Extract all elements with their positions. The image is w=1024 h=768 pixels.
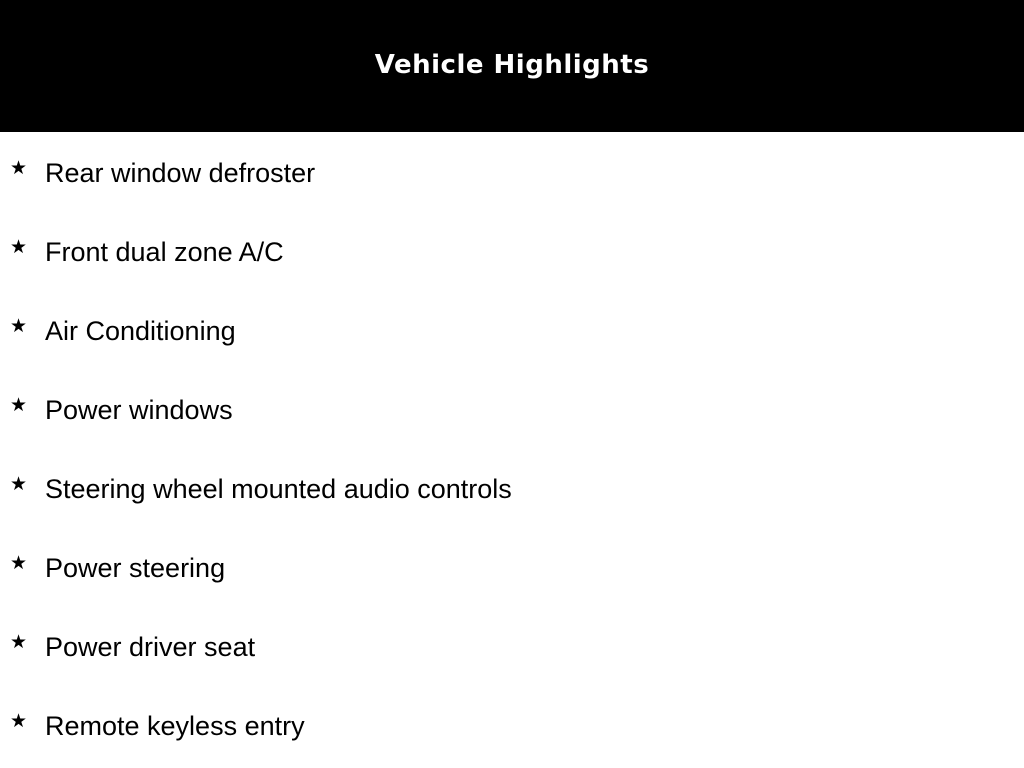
highlight-label: Rear window defroster [45,158,316,188]
star-icon: ★ [10,315,28,337]
star-icon: ★ [10,710,28,732]
page-header [0,0,1024,132]
highlight-label: Power windows [45,395,233,425]
star-icon: ★ [10,394,28,416]
highlight-label: Power steering [45,553,226,583]
highlight-label: Power driver seat [45,632,256,662]
star-icon: ★ [10,473,28,495]
star-icon: ★ [10,552,28,574]
page-title: Vehicle Highlights [374,49,650,80]
star-icon: ★ [10,236,28,258]
highlight-label: Air Conditioning [45,316,236,346]
highlight-label: Steering wheel mounted audio controls [45,474,512,504]
star-icon: ★ [10,631,28,653]
highlight-label: Remote keyless entry [45,711,305,741]
star-icon: ★ [10,157,28,179]
highlight-label: Front dual zone A/C [45,237,284,267]
